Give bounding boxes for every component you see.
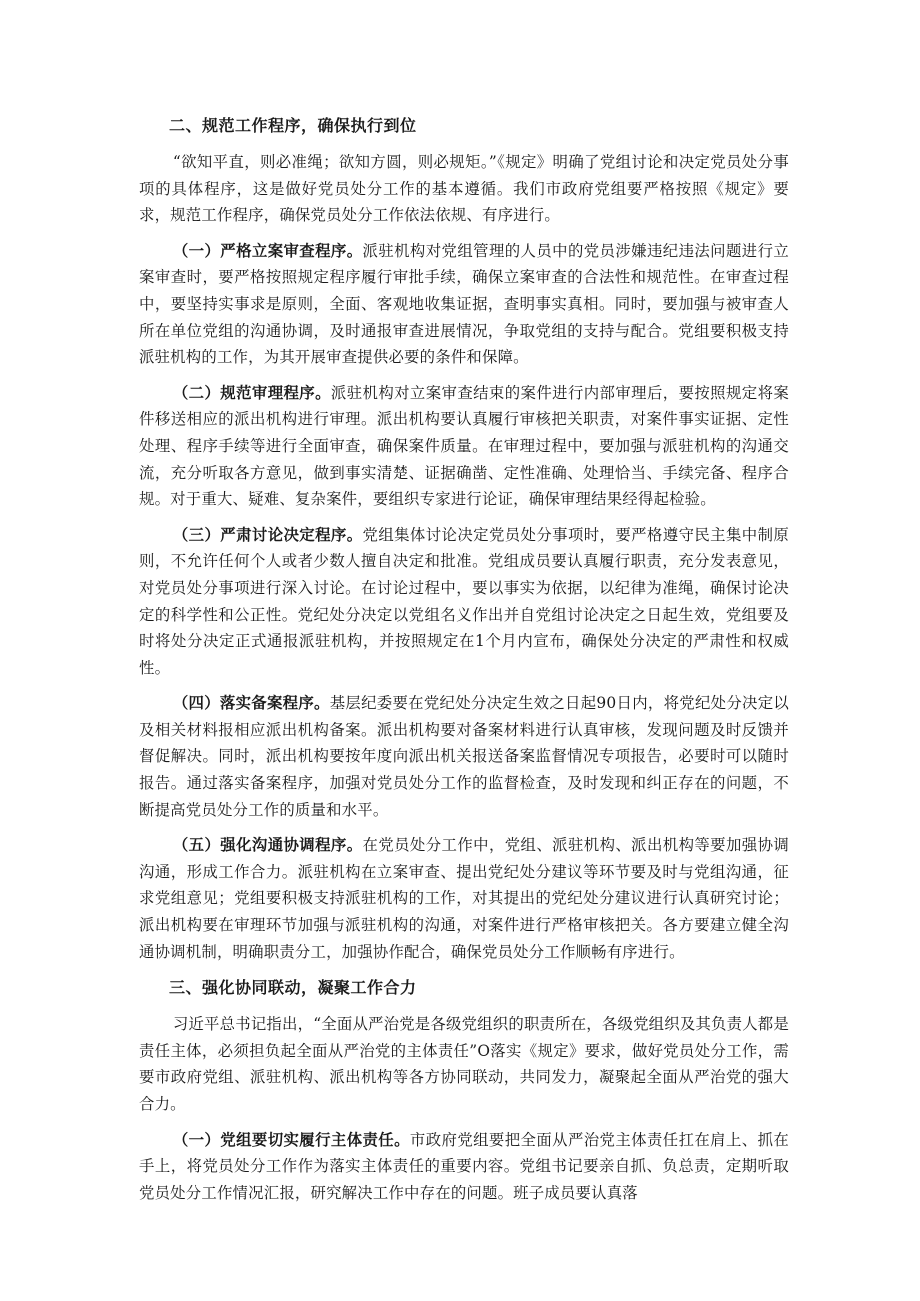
subsection-body: 市政府党组要把全面从严治党主体责任扛在肩上、抓在手上，将党员处分工作作为落实主体责任的重要内容。党组书记要亲自抓、负总责，定期听取党员处分工作情况汇报，研究解决工作中存在的问题。班子成员要认真落: [139, 1130, 789, 1202]
section-heading: 二、规范工作程序，确保执行到位: [169, 116, 417, 135]
subsection-body: 基层纪委要在党纪处分决定生效之日起90日内，将党纪处分决定以及相关材料报相应派出机构备案。派出机构要对备案材料进行认真审核，发现问题及时反馈并督促解决。同时，派出机构要按年度向派出机关报送备案监督情况专项报告，必要时可以随时报告。通过落实备案程序，加强对党员处分工作的监督检查，及时发现和纠正存在的问题，不断提高党员处分工作的质量和水平。: [139, 694, 789, 819]
subsection-paragraph: [139, 832, 789, 965]
section-intro: “欲知平直，则必准绳；欲知方圆，则必规矩。”《规定》明确了党组讨论和决定党员处分事项的具体程序，这是做好党员处分工作的基本遵循。我们市政府党组要严格按照《规定》要求，规范工作程序，确保党员处分工作依法依规、有序进行。: [139, 153, 789, 225]
subsection-paragraph: [139, 690, 789, 823]
section-intro: 习近平总书记指出，“全面从严治党是各级党组织的职责所在，各级党组织及其负责人都是责任主体，必须担负起全面从严治党的主体责任”O落实《规定》要求，做好党员处分工作，需要市政府党组、派驻机构、派出机构等各方协同联动，共同发力，凝聚起全面从严治党的强大合力。: [139, 1015, 789, 1113]
subsection-body: 党组集体讨论决定党员处分事项时，要严格遵守民主集中制原则，不允许任何个人或者少数人擅自决定和批准。党组成员要认真履行职责，充分发表意见，对党员处分事项进行深入讨论。在讨论过程中，要以事实为依据，以纪律为准绳，确保讨论决定的科学性和公正性。党纪处分决定以党组名义作出并自党组讨论决定之日起生效，党组要及时将处分决定正式通报派驻机构，并按照规定在1个月内宣布，确保处分决定的严肃性和权威性。: [139, 525, 789, 677]
subsection-body: 派驻机构对立案审查结束的案件进行内部审理后，要按照规定将案件移送相应的派出机构进行审理。派出机构要认真履行审核把关职责，对案件事实证据、定性处理、程序手续等进行全面审查，确保案件质量。在审理过程中，要加强与派驻机构的沟通交流，充分听取各方意见，做到事实清楚、证据确凿、定性准确、处理恰当、手续完备、程序合规。对于重大、疑难、复杂案件，要组织专家进行论证，确保审理结果经得起检验。: [139, 383, 789, 509]
subsection-title: （一）党组要切实履行主体责任。: [172, 1130, 410, 1149]
subsection-paragraph: [139, 238, 789, 371]
subsection-paragraph: [139, 1127, 789, 1207]
subsection-paragraph: [139, 380, 789, 513]
subsection-title: （三）严肃讨论决定程序。: [172, 525, 363, 544]
subsection-paragraph: [139, 522, 789, 682]
section-heading: 三、强化协同联动，凝聚工作合力: [169, 978, 417, 998]
subsection-body: 在党员处分工作中，党组、派驻机构、派出机构等要加强协调沟通，形成工作合力。派驻机构在立案审查、提出党纪处分建议等环节要及时与党组沟通，征求党组意见；党组要积极支持派驻机构的工作，对其提出的党纪处分建议进行认真研究讨论；派出机构要在审理环节加强与派驻机构的沟通，对案件进行严格审核把关。各方要建立健全沟通协调机制，明确职责分工，加强协作配合，确保党员处分工作顺畅有序进行。: [139, 836, 789, 961]
subsection-body: 派驻机构对党组管理的人员中的党员涉嫌违纪违法问题进行立案审查时，要严格按照规定程序履行审批手续，确保立案审查的合法性和规范性。在审查过程中，要坚持实事求是原则，全面、客观地收集证据，查明事实真相。同时，要加强与被审查人所在单位党组的沟通协调，及时通报审查进展情况，争取党组的支持与配合。党组要积极支持派驻机构的工作，为其开展审查提供必要的条件和保障。: [139, 241, 789, 367]
document-page: [139, 112, 789, 1215]
subsection-title: （四）落实备案程序。: [172, 694, 330, 713]
subsection-title: （一）严格立案审查程序。: [172, 241, 363, 260]
subsection-title: （二）规范审理程序。: [172, 383, 331, 402]
subsection-title: （五）强化沟通协调程序。: [172, 836, 363, 855]
